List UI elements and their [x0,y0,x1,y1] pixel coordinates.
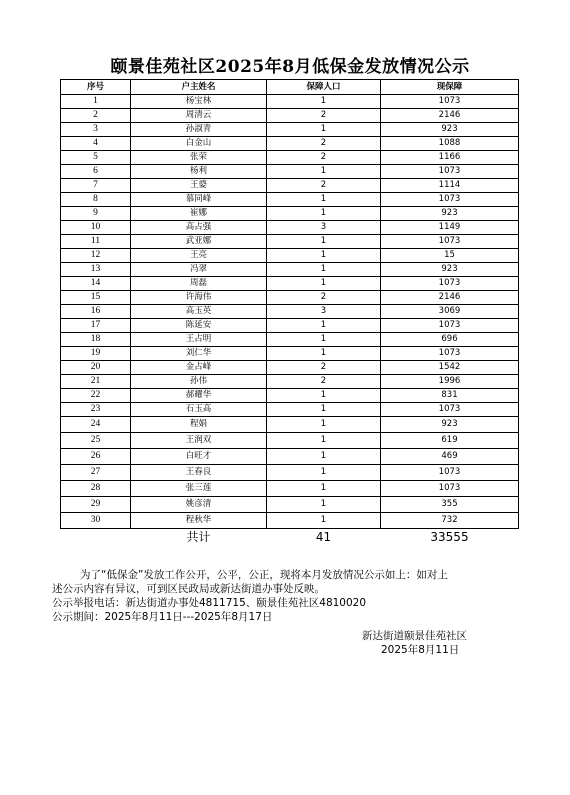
notice-line-2: 述公示内容有异议，可到区民政局或新达街道办事处反映。 [52,583,325,595]
row-seq: 3 [61,123,131,137]
row-household-head: 张三莲 [131,481,267,497]
row-household-head: 慕同峰 [131,193,267,207]
table-row [61,403,519,417]
row-population: 1 [267,449,381,465]
row-population: 1 [267,277,381,291]
row-seq: 13 [61,263,131,277]
row-amount: 1073 [381,277,519,291]
table-row [61,165,519,179]
row-household-head: 杨宝林 [131,95,267,109]
row-amount: 923 [381,417,519,433]
table-row [61,361,519,375]
row-population: 1 [267,389,381,403]
row-amount: 1073 [381,193,519,207]
row-amount: 1073 [381,319,519,333]
row-amount: 2146 [381,109,519,123]
table-row [61,449,519,465]
row-amount: 1073 [381,403,519,417]
notice-period: 公示期间：2025年8月11日---2025年8月17日 [52,611,273,623]
row-population: 1 [267,235,381,249]
table-row [61,249,519,263]
row-household-head: 许海伟 [131,291,267,305]
row-amount: 923 [381,263,519,277]
total-population: 41 [315,530,332,544]
table-row [61,389,519,403]
row-seq: 5 [61,151,131,165]
table-row [61,347,519,361]
row-household-head: 孙伟 [131,375,267,389]
row-household-head: 郝耀华 [131,389,267,403]
row-household-head: 白金山 [131,137,267,151]
total-amount: 33555 [430,530,469,544]
row-household-head: 周磊 [131,277,267,291]
row-household-head: 王占明 [131,333,267,347]
row-amount: 619 [381,433,519,449]
row-amount: 355 [381,497,519,513]
table-row [61,277,519,291]
row-amount: 1166 [381,151,519,165]
row-seq: 22 [61,389,131,403]
row-population: 1 [267,207,381,221]
row-household-head: 姚彦清 [131,497,267,513]
row-household-head: 刘仁华 [131,347,267,361]
row-population: 1 [267,123,381,137]
row-household-head: 陈延安 [131,319,267,333]
table-row [61,263,519,277]
row-household-head: 冯翠 [131,263,267,277]
table-row [61,123,519,137]
row-seq: 30 [61,513,131,529]
notice-phone: 公示举报电话：新达街道办事处4811715、颐景佳苑社区4810020 [52,597,367,609]
row-household-head: 程娟 [131,417,267,433]
row-seq: 19 [61,347,131,361]
table-row [61,433,519,449]
row-amount: 3069 [381,305,519,319]
row-amount: 1073 [381,465,519,481]
row-amount: 15 [381,249,519,263]
row-seq: 18 [61,333,131,347]
table-row [61,207,519,221]
row-household-head: 张荣 [131,151,267,165]
notice-line-1: 为了“低保金”发放工作公开，公平，公正，现将本月发放情况公示如上：如对上 [80,569,448,581]
row-amount: 1149 [381,221,519,235]
table-row [61,95,519,109]
table-row [61,305,519,319]
row-household-head: 金占峰 [131,361,267,375]
row-population: 1 [267,95,381,109]
table-header-row [61,80,519,95]
row-population: 1 [267,497,381,513]
row-household-head: 王春良 [131,465,267,481]
row-household-head: 武亚娜 [131,235,267,249]
row-amount: 831 [381,389,519,403]
row-amount: 923 [381,207,519,221]
row-amount: 696 [381,333,519,347]
row-population: 1 [267,403,381,417]
row-population: 2 [267,151,381,165]
row-household-head: 崔娜 [131,207,267,221]
total-row [61,529,519,546]
table-row [61,497,519,513]
row-amount: 923 [381,123,519,137]
row-seq: 8 [61,193,131,207]
row-household-head: 杨利 [131,165,267,179]
row-amount: 732 [381,513,519,529]
row-seq: 28 [61,481,131,497]
row-population: 2 [267,179,381,193]
row-amount: 1114 [381,179,519,193]
row-population: 1 [267,193,381,207]
signature-date: 2025年8月11日 [381,644,460,656]
row-household-head: 王润双 [131,433,267,449]
row-seq: 14 [61,277,131,291]
total-blank [61,529,131,546]
row-household-head: 周清云 [131,109,267,123]
row-population: 2 [267,137,381,151]
row-amount: 2146 [381,291,519,305]
row-seq: 12 [61,249,131,263]
row-seq: 1 [61,95,131,109]
row-seq: 17 [61,319,131,333]
row-seq: 20 [61,361,131,375]
table-row [61,235,519,249]
table-row [61,221,519,235]
row-household-head: 王婆 [131,179,267,193]
row-population: 1 [267,513,381,529]
row-seq: 15 [61,291,131,305]
row-seq: 6 [61,165,131,179]
row-seq: 26 [61,449,131,465]
row-amount: 469 [381,449,519,465]
table-row [61,375,519,389]
row-seq: 10 [61,221,131,235]
table-row [61,319,519,333]
row-seq: 21 [61,375,131,389]
row-population: 1 [267,333,381,347]
header-name: 户主姓名 [131,80,267,95]
table-body [61,95,519,546]
table-row [61,109,519,123]
row-household-head: 高占强 [131,221,267,235]
row-household-head: 白旺才 [131,449,267,465]
table-row [61,465,519,481]
row-population: 2 [267,291,381,305]
row-seq: 25 [61,433,131,449]
row-seq: 27 [61,465,131,481]
row-population: 1 [267,481,381,497]
row-amount: 1088 [381,137,519,151]
row-amount: 1073 [381,95,519,109]
allowance-table [60,79,519,545]
row-household-head: 程秋华 [131,513,267,529]
row-household-head: 高玉英 [131,305,267,319]
row-population: 2 [267,109,381,123]
row-population: 1 [267,263,381,277]
row-household-head: 石玉高 [131,403,267,417]
table-row [61,179,519,193]
row-seq: 29 [61,497,131,513]
page-title: 颐景佳苑社区2025年8月低保金发放情况公示 [110,57,470,77]
row-population: 1 [267,433,381,449]
row-amount: 1073 [381,165,519,179]
row-amount: 1073 [381,481,519,497]
row-population: 1 [267,417,381,433]
table-row [61,151,519,165]
header-amount: 现保障 [381,80,519,95]
row-population: 1 [267,249,381,263]
table-row [61,291,519,305]
row-population: 3 [267,221,381,235]
row-population: 3 [267,305,381,319]
table-row [61,137,519,151]
table-row [61,481,519,497]
row-population: 2 [267,361,381,375]
row-population: 1 [267,465,381,481]
row-amount: 1073 [381,235,519,249]
row-seq: 16 [61,305,131,319]
row-amount: 1073 [381,347,519,361]
row-seq: 24 [61,417,131,433]
row-seq: 7 [61,179,131,193]
row-household-head: 王亮 [131,249,267,263]
header-population: 保障人口 [267,80,381,95]
row-seq: 9 [61,207,131,221]
table-row [61,417,519,433]
row-household-head: 孙淑青 [131,123,267,137]
row-amount: 1996 [381,375,519,389]
row-seq: 2 [61,109,131,123]
row-seq: 11 [61,235,131,249]
signature-org: 新达街道颐景佳苑社区 [362,630,467,642]
row-population: 1 [267,319,381,333]
row-seq: 4 [61,137,131,151]
row-seq: 23 [61,403,131,417]
row-population: 1 [267,347,381,361]
table-row [61,513,519,529]
row-population: 2 [267,375,381,389]
row-population: 1 [267,165,381,179]
header-seq: 序号 [61,80,131,95]
row-amount: 1542 [381,361,519,375]
table-row [61,193,519,207]
table-row [61,333,519,347]
total-label: 共计 [186,530,211,544]
